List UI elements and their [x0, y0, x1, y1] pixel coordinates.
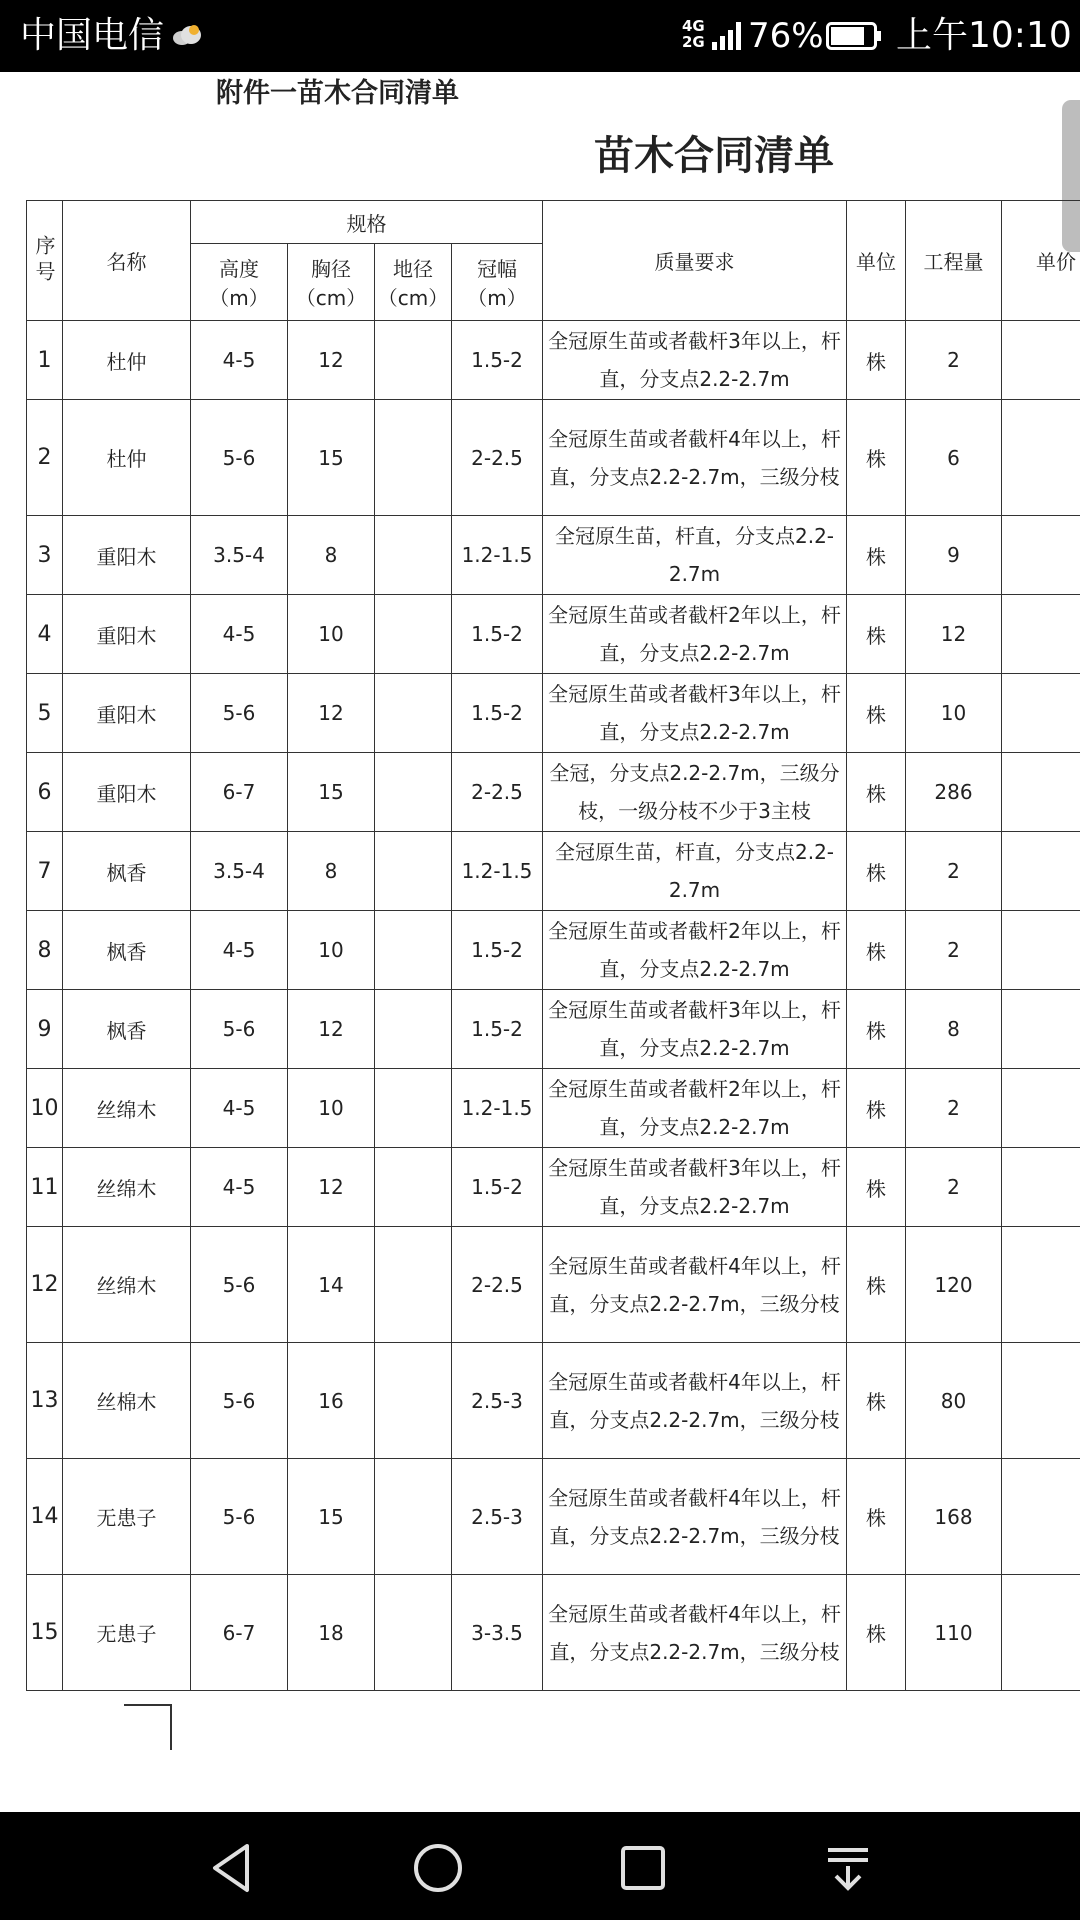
cell-quality: 全冠原生苗或者截杆3年以上，杆直，分支点2.2-2.7m [543, 990, 847, 1069]
header-quantity: 工程量 [906, 201, 1002, 321]
table-row [27, 1575, 1080, 1691]
header-height-label: 高度 [219, 257, 259, 281]
cell-ground-diameter [375, 1459, 452, 1575]
header-height-unit: （m） [209, 286, 269, 310]
cell-unit: 株 [847, 321, 906, 400]
cell-name: 枫香 [63, 911, 191, 990]
cell-name: 丝棉木 [63, 1343, 191, 1459]
table-row [27, 1148, 1080, 1227]
cell-crown: 1.5-2 [452, 321, 543, 400]
cell-dbh: 10 [288, 911, 375, 990]
cell-dbh: 12 [288, 990, 375, 1069]
cloud-icon [172, 24, 202, 46]
table-row [27, 990, 1080, 1069]
cell-index: 2 [27, 400, 63, 516]
cell-crown: 1.5-2 [452, 990, 543, 1069]
cell-dbh: 14 [288, 1227, 375, 1343]
cell-ground-diameter [375, 321, 452, 400]
attachment-title: 附件一苗木合同清单 [216, 78, 459, 109]
cell-dbh: 15 [288, 1459, 375, 1575]
cell-price [1002, 832, 1080, 911]
table-row [27, 400, 1080, 516]
cell-crown: 3-3.5 [452, 1575, 543, 1691]
cell-unit: 株 [847, 595, 906, 674]
cell-price [1002, 321, 1080, 400]
cell-height: 4-5 [191, 1069, 288, 1148]
table-row [27, 911, 1080, 990]
cell-ground-diameter [375, 1227, 452, 1343]
cell-dbh: 10 [288, 1069, 375, 1148]
cell-name: 杜仲 [63, 321, 191, 400]
cell-quantity: 2 [906, 1069, 1002, 1148]
header-crown-unit: （m） [467, 286, 527, 310]
cell-index: 7 [27, 832, 63, 911]
cell-ground-diameter [375, 1069, 452, 1148]
cell-index: 1 [27, 321, 63, 400]
cell-ground-diameter [375, 595, 452, 674]
cell-dbh: 8 [288, 832, 375, 911]
cell-crown: 2.5-3 [452, 1459, 543, 1575]
cell-height: 5-6 [191, 990, 288, 1069]
cell-dbh: 8 [288, 516, 375, 595]
cell-crown: 1.5-2 [452, 911, 543, 990]
recent-apps-icon[interactable] [615, 1840, 671, 1896]
cell-quality: 全冠原生苗或者截杆2年以上，杆直，分支点2.2-2.7m [543, 1069, 847, 1148]
page-corner-mark [124, 1704, 172, 1750]
header-dbh-label: 胸径 [311, 257, 351, 281]
navigation-bar [0, 1812, 1080, 1920]
cell-price [1002, 595, 1080, 674]
cell-unit: 株 [847, 911, 906, 990]
cell-height: 3.5-4 [191, 516, 288, 595]
seedling-table [26, 200, 1080, 1691]
cell-name: 枫香 [63, 990, 191, 1069]
cell-unit: 株 [847, 753, 906, 832]
cell-name: 重阳木 [63, 674, 191, 753]
cell-height: 4-5 [191, 595, 288, 674]
cell-index: 5 [27, 674, 63, 753]
cell-crown: 1.5-2 [452, 674, 543, 753]
cell-crown: 1.2-1.5 [452, 832, 543, 911]
cell-price [1002, 990, 1080, 1069]
cell-crown: 1.2-1.5 [452, 516, 543, 595]
clock: 上午10:10 [896, 15, 1072, 56]
cell-crown: 2-2.5 [452, 753, 543, 832]
cell-quantity: 2 [906, 1148, 1002, 1227]
cell-crown: 2-2.5 [452, 400, 543, 516]
battery-icon [826, 22, 882, 50]
cell-unit: 株 [847, 990, 906, 1069]
table-row [27, 1459, 1080, 1575]
cell-name: 重阳木 [63, 516, 191, 595]
cell-crown: 1.5-2 [452, 1148, 543, 1227]
cell-dbh: 18 [288, 1575, 375, 1691]
cell-index: 6 [27, 753, 63, 832]
cell-ground-diameter [375, 516, 452, 595]
cell-quality: 全冠原生苗，杆直，分支点2.2-2.7m [543, 516, 847, 595]
cell-price [1002, 516, 1080, 595]
cell-quality: 全冠原生苗或者截杆4年以上，杆直，分支点2.2-2.7m，三级分枝 [543, 1227, 847, 1343]
table-row [27, 1227, 1080, 1343]
network-2g-label: 2G [682, 33, 705, 51]
header-price-label: 单价 [1036, 250, 1076, 274]
cell-quantity: 8 [906, 990, 1002, 1069]
cell-index: 10 [27, 1069, 63, 1148]
cell-name: 杜仲 [63, 400, 191, 516]
cell-index: 8 [27, 911, 63, 990]
cell-quantity: 6 [906, 400, 1002, 516]
cell-height: 5-6 [191, 1343, 288, 1459]
cell-quantity: 10 [906, 674, 1002, 753]
cell-ground-diameter [375, 674, 452, 753]
cell-name: 无患子 [63, 1459, 191, 1575]
cell-quantity: 2 [906, 321, 1002, 400]
cell-ground-diameter [375, 753, 452, 832]
home-icon[interactable] [410, 1840, 466, 1896]
cell-quality: 全冠原生苗或者截杆4年以上，杆直，分支点2.2-2.7m，三级分枝 [543, 1343, 847, 1459]
cell-height: 4-5 [191, 911, 288, 990]
cell-quality: 全冠原生苗或者截杆3年以上，杆直，分支点2.2-2.7m [543, 321, 847, 400]
cell-quantity: 2 [906, 832, 1002, 911]
header-spec: 规格 [191, 201, 543, 244]
cell-price [1002, 753, 1080, 832]
cell-unit: 株 [847, 1459, 906, 1575]
cell-ground-diameter [375, 1575, 452, 1691]
network-4g-label: 4G [682, 17, 705, 35]
cell-unit: 株 [847, 1148, 906, 1227]
cell-index: 15 [27, 1575, 63, 1691]
cell-unit: 株 [847, 516, 906, 595]
cell-name: 丝绵木 [63, 1069, 191, 1148]
network-type-label [682, 18, 705, 50]
cell-quantity: 110 [906, 1575, 1002, 1691]
table-row [27, 674, 1080, 753]
table-row [27, 1343, 1080, 1459]
cell-unit: 株 [847, 1069, 906, 1148]
cell-unit: 株 [847, 400, 906, 516]
cell-dbh: 12 [288, 1148, 375, 1227]
signal-icon [710, 18, 744, 52]
table-row [27, 595, 1080, 674]
cell-index: 14 [27, 1459, 63, 1575]
cell-ground-diameter [375, 400, 452, 516]
cell-price [1002, 911, 1080, 990]
cell-price [1002, 674, 1080, 753]
table-row [27, 1069, 1080, 1148]
document-viewer[interactable] [0, 72, 1080, 1812]
cell-height: 4-5 [191, 1148, 288, 1227]
cell-name: 丝绵木 [63, 1227, 191, 1343]
cell-quantity: 2 [906, 911, 1002, 990]
cell-price [1002, 400, 1080, 516]
cell-price [1002, 1069, 1080, 1148]
cell-unit: 株 [847, 674, 906, 753]
table-row [27, 832, 1080, 911]
header-name: 名称 [63, 201, 191, 321]
cell-index: 11 [27, 1148, 63, 1227]
cell-price [1002, 1343, 1080, 1459]
header-height [191, 244, 288, 321]
cell-name: 枫香 [63, 832, 191, 911]
cell-height: 3.5-4 [191, 832, 288, 911]
cell-quality: 全冠原生苗或者截杆2年以上，杆直，分支点2.2-2.7m [543, 595, 847, 674]
cell-crown: 2.5-3 [452, 1343, 543, 1459]
header-crown [452, 244, 543, 321]
header-dbh-unit: （cm） [295, 286, 367, 310]
cell-price [1002, 1459, 1080, 1575]
cell-name: 无患子 [63, 1575, 191, 1691]
cell-quantity: 120 [906, 1227, 1002, 1343]
cell-quality: 全冠，分支点2.2-2.7m，三级分枝，一级分枝不少于3主枝 [543, 753, 847, 832]
cell-quality: 全冠原生苗或者截杆4年以上，杆直，分支点2.2-2.7m，三级分枝 [543, 1575, 847, 1691]
cell-dbh: 16 [288, 1343, 375, 1459]
cell-height: 5-6 [191, 674, 288, 753]
cell-dbh: 10 [288, 595, 375, 674]
table-row [27, 516, 1080, 595]
cell-dbh: 15 [288, 753, 375, 832]
header-unit: 单位 [847, 201, 906, 321]
cell-ground-diameter [375, 832, 452, 911]
cell-crown: 1.2-1.5 [452, 1069, 543, 1148]
cell-quality: 全冠原生苗或者截杆3年以上，杆直，分支点2.2-2.7m [543, 1148, 847, 1227]
header-ground-diameter [375, 244, 452, 321]
cell-name: 重阳木 [63, 753, 191, 832]
cell-index: 4 [27, 595, 63, 674]
cell-quantity: 9 [906, 516, 1002, 595]
cell-dbh: 15 [288, 400, 375, 516]
back-icon[interactable] [205, 1840, 261, 1896]
cell-quantity: 286 [906, 753, 1002, 832]
cell-height: 5-6 [191, 400, 288, 516]
battery-percentage: 76% [748, 16, 824, 56]
cell-ground-diameter [375, 1148, 452, 1227]
cell-height: 6-7 [191, 753, 288, 832]
cell-price [1002, 1227, 1080, 1343]
pull-down-icon[interactable] [820, 1840, 876, 1896]
cell-quantity: 168 [906, 1459, 1002, 1575]
cell-name: 丝绵木 [63, 1148, 191, 1227]
page-title: 苗木合同清单 [594, 133, 834, 179]
table-row [27, 321, 1080, 400]
cell-unit: 株 [847, 832, 906, 911]
cell-quality: 全冠原生苗或者截杆2年以上，杆直，分支点2.2-2.7m [543, 911, 847, 990]
cell-dbh: 12 [288, 321, 375, 400]
cell-crown: 2-2.5 [452, 1227, 543, 1343]
cell-ground-diameter [375, 990, 452, 1069]
cell-quality: 全冠原生苗或者截杆3年以上，杆直，分支点2.2-2.7m [543, 674, 847, 753]
table-row [27, 753, 1080, 832]
header-dbh [288, 244, 375, 321]
header-crown-label: 冠幅 [477, 257, 517, 281]
cell-index: 13 [27, 1343, 63, 1459]
cell-quantity: 12 [906, 595, 1002, 674]
cell-dbh: 12 [288, 674, 375, 753]
cell-quality: 全冠原生苗或者截杆4年以上，杆直，分支点2.2-2.7m，三级分枝 [543, 1459, 847, 1575]
cell-unit: 株 [847, 1343, 906, 1459]
cell-quantity: 80 [906, 1343, 1002, 1459]
header-quality: 质量要求 [543, 201, 847, 321]
cell-crown: 1.5-2 [452, 595, 543, 674]
cell-unit: 株 [847, 1575, 906, 1691]
cell-height: 4-5 [191, 321, 288, 400]
cell-price [1002, 1148, 1080, 1227]
carrier-label: 中国电信 [20, 15, 165, 56]
cell-index: 9 [27, 990, 63, 1069]
cell-height: 5-6 [191, 1459, 288, 1575]
cell-ground-diameter [375, 911, 452, 990]
cell-ground-diameter [375, 1343, 452, 1459]
cell-price [1002, 1575, 1080, 1691]
cell-height: 6-7 [191, 1575, 288, 1691]
cell-height: 5-6 [191, 1227, 288, 1343]
cell-unit: 株 [847, 1227, 906, 1343]
cell-quality: 全冠原生苗，杆直，分支点2.2-2.7m [543, 832, 847, 911]
header-ground-diameter-unit: （cm） [377, 286, 449, 310]
cell-name: 重阳木 [63, 595, 191, 674]
header-ground-diameter-label: 地径 [393, 257, 433, 281]
header-price [1002, 201, 1080, 321]
cell-quality: 全冠原生苗或者截杆4年以上，杆直，分支点2.2-2.7m，三级分枝 [543, 400, 847, 516]
cell-index: 3 [27, 516, 63, 595]
status-bar [0, 0, 1080, 72]
header-index: 序号 [27, 201, 63, 321]
cell-index: 12 [27, 1227, 63, 1343]
